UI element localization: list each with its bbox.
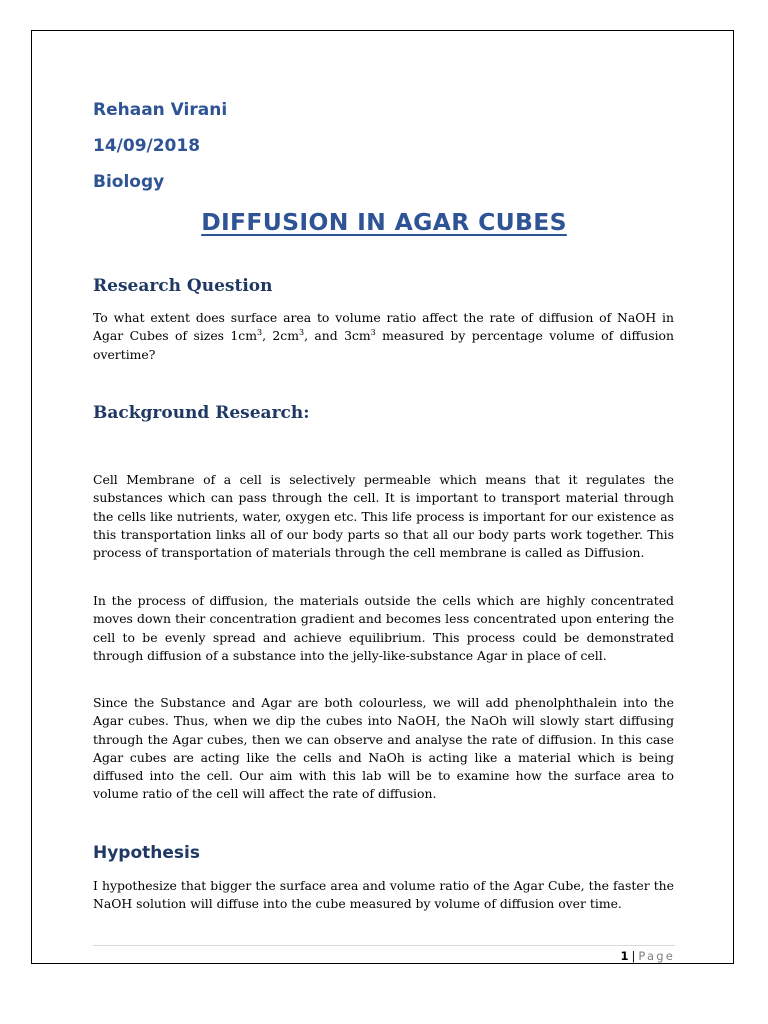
- page-word: Page: [638, 949, 675, 963]
- page-footer: [620, 949, 675, 963]
- page-number: 1: [620, 949, 629, 963]
- superscript-cubed: 3: [370, 328, 376, 338]
- hypothesis-text: I hypothesize that bigger the surface area and volume ratio of the Agar Cube, the faster the NaOH solution will diffuse into the cube measured by volume of diffusion over time.: [93, 878, 674, 912]
- superscript-cubed: 3: [256, 328, 263, 338]
- footer-separator: |: [631, 949, 636, 963]
- background-research-heading: Background Research:: [93, 403, 310, 423]
- superscript-cubed: 3: [298, 328, 305, 338]
- hypothesis-heading: Hypothesis: [93, 843, 200, 863]
- author-name: Rehaan Virani: [93, 100, 228, 120]
- document-title: DIFFUSION IN AGAR CUBES: [201, 208, 567, 236]
- background-paragraph-1: Cell Membrane of a cell is selectively permeable which means that it regulates the substances which can pass through the cell. It is important to transport material through the cells like nutrients, water, oxygen etc. This life process is important for our existence as this transportation links all of our body parts so that all our body parts work together. This process of transportation of materials through the cell membrane is called as Diffusion.: [93, 472, 674, 561]
- subject-label: Biology: [93, 172, 165, 192]
- research-question-heading: Research Question: [93, 276, 273, 296]
- background-paragraph-3: Since the Substance and Agar are both colourless, we will add phenolphthalein into the Agar cubes. Thus, when we dip the cubes into NaOH, the NaOh will slowly start diffusing through the Agar cubes, then we can observe and analyse the rate of diffusion. In this case Agar cubes are acting like the cells and NaOh is acting like a material which is being diffused into the cell. Our aim with this lab will be to examine how the surface area to volume ratio of the cell will affect the rate of diffusion.: [93, 695, 674, 802]
- document-date: 14/09/2018: [93, 136, 201, 156]
- footer-divider: [93, 945, 675, 946]
- research-question-text: To what extent does surface area to volume ratio affect the rate of diffusion of NaOH in Agar Cubes of sizes $1cm^3$, $2cm^3$, and $3cm^3$ measured by percentage volume of diffusion overtime?: [93, 310, 675, 362]
- background-paragraph-2: In the process of diffusion, the materials outside the cells which are highly concentrated moves down their concentration gradient and becomes less concentrated upon entering the cell to be evenly spread and achieve equilibrium. This process could be demonstrated through diffusion of a substance into the jelly-like-substance Agar in place of cell.: [93, 593, 674, 663]
